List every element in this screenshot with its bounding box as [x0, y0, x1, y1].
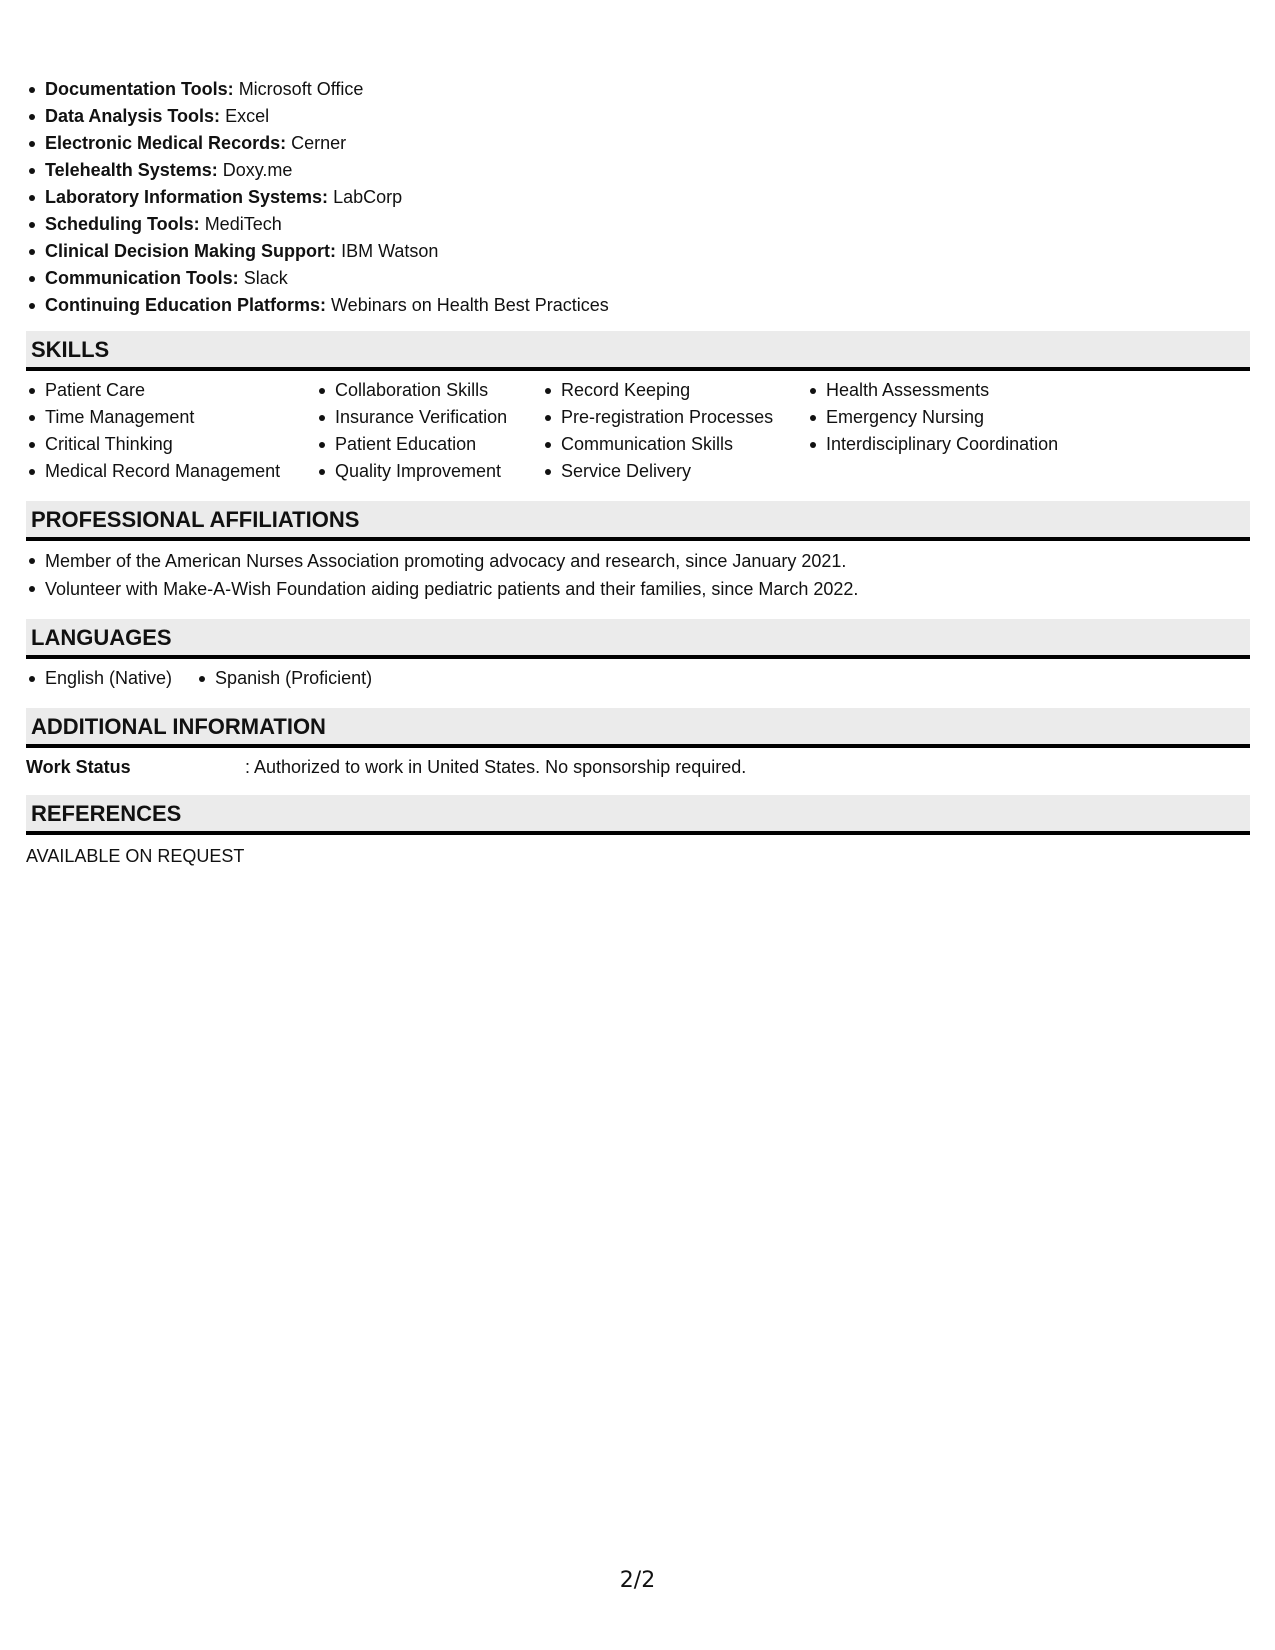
tool-value: IBM Watson	[341, 241, 439, 261]
page-number: 2/2	[619, 1568, 656, 1593]
skill-item: Service Delivery	[542, 458, 807, 485]
affiliations-heading: PROFESSIONAL AFFILIATIONS	[26, 501, 1250, 541]
skills-column	[542, 377, 807, 485]
tool-item	[26, 184, 1250, 211]
skills-column	[26, 377, 316, 485]
skill-item: Patient Education	[316, 431, 542, 458]
skill-item: Emergency Nursing	[807, 404, 1107, 431]
languages-heading: LANGUAGES	[26, 619, 1250, 659]
tool-label: Communication Tools:	[45, 268, 239, 288]
tool-item	[26, 157, 1250, 184]
skill-item: Interdisciplinary Coordination	[807, 431, 1107, 458]
tool-label: Clinical Decision Making Support:	[45, 241, 337, 261]
skill-item: Critical Thinking	[26, 431, 316, 458]
skill-item: Collaboration Skills	[316, 377, 542, 404]
tool-value: Webinars on Health Best Practices	[331, 295, 609, 315]
skill-item: Time Management	[26, 404, 316, 431]
tool-value: Doxy.me	[222, 160, 293, 180]
affiliation-item: Volunteer with Make-A-Wish Foundation aiding pediatric patients and their families, since March 2022.	[26, 575, 1250, 603]
tool-value: LabCorp	[333, 187, 403, 207]
skills-heading: SKILLS	[26, 331, 1250, 371]
tool-label: Electronic Medical Records:	[45, 133, 287, 153]
references-heading: REFERENCES	[26, 795, 1250, 835]
language-item: English (Native)	[26, 665, 172, 692]
additional-info-heading: ADDITIONAL INFORMATION	[26, 708, 1250, 748]
skills-column	[316, 377, 542, 485]
tool-label: Scheduling Tools:	[45, 214, 200, 234]
skills-column	[807, 377, 1107, 485]
tool-label: Data Analysis Tools:	[45, 106, 221, 126]
skill-item: Insurance Verification	[316, 404, 542, 431]
tools-list	[26, 76, 1250, 319]
tool-item	[26, 265, 1250, 292]
tool-value: Excel	[225, 106, 270, 126]
affiliations-list	[26, 547, 1250, 603]
references-text: AVAILABLE ON REQUEST	[26, 846, 245, 866]
resume-page	[26, 76, 1250, 870]
tool-item	[26, 238, 1250, 265]
work-status-row	[26, 754, 1250, 781]
tool-label: Continuing Education Platforms:	[45, 295, 326, 315]
skill-item: Pre-registration Processes	[542, 404, 807, 431]
tool-item	[26, 76, 1250, 103]
skills-grid	[26, 377, 1250, 485]
tool-item	[26, 130, 1250, 157]
tool-value: MediTech	[204, 214, 282, 234]
tool-label: Documentation Tools:	[45, 79, 234, 99]
tool-value: Slack	[243, 268, 288, 288]
skill-item: Patient Care	[26, 377, 316, 404]
tool-value: Cerner	[291, 133, 347, 153]
tool-label: Laboratory Information Systems:	[45, 187, 329, 207]
tool-item	[26, 292, 1250, 319]
affiliation-item: Member of the American Nurses Association promoting advocacy and research, since January 2021.	[26, 547, 1250, 575]
work-status-value: : Authorized to work in United States. No sponsorship required.	[245, 757, 747, 777]
languages-list	[26, 665, 1250, 692]
skill-item: Communication Skills	[542, 431, 807, 458]
skill-item: Health Assessments	[807, 377, 1107, 404]
tool-item	[26, 211, 1250, 238]
tool-item	[26, 103, 1250, 130]
tool-label: Telehealth Systems:	[45, 160, 218, 180]
skill-item: Quality Improvement	[316, 458, 542, 485]
skill-item: Record Keeping	[542, 377, 807, 404]
tool-value: Microsoft Office	[238, 79, 364, 99]
language-item: Spanish (Proficient)	[196, 665, 372, 692]
work-status-label: Work Status	[26, 757, 131, 777]
skill-item: Medical Record Management	[26, 458, 316, 485]
